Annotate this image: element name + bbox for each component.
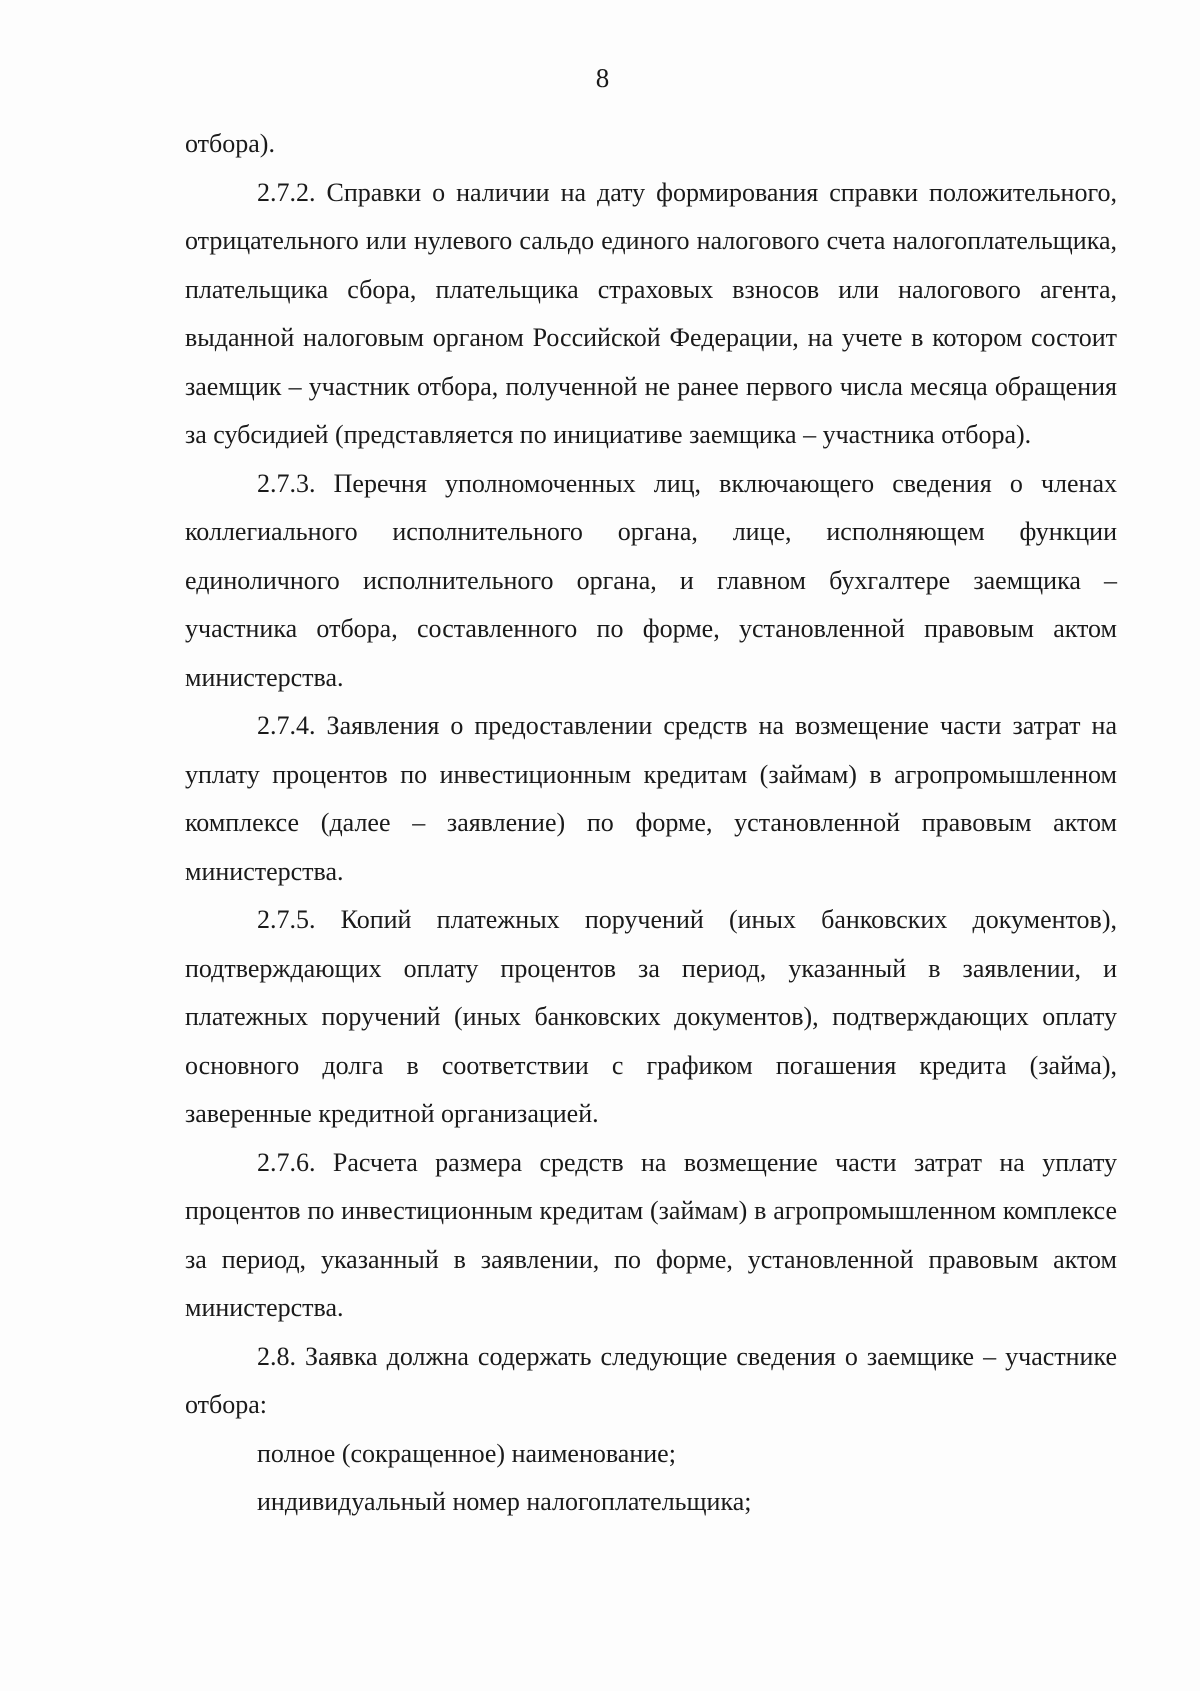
paragraph-2-7-5: 2.7.5. Копий платежных поручений (иных банковских документов), подтверждающих оплату процентов за период, указанный в заявлении, и платежных поручений (иных банковских документов), подтверждающих оплату основного долга в соответствии с графиком погашения кредита (займа), заверенные кредитной организацией. (185, 905, 1117, 1128)
paragraph-2-7-2: 2.7.2. Справки о наличии на дату формирования справки положительного, отрицательного или нулевого сальдо единого налогового счета налогоплательщика, плательщика сбора, плательщика страховых взносов или налогового агента, выданной налоговым органом Российской Федерации, на учете в котором состоит заемщик – участник отбора, полученной не ранее первого числа месяца обращения за субсидией (представляется по инициативе заемщика – участника отбора). (185, 177, 1117, 449)
page-number: 8 (595, 63, 610, 93)
paragraph-2-7-3: 2.7.3. Перечня уполномоченных лиц, включающего сведения о членах коллегиального исполнительного органа, лице, исполняющем функции единоличного исполнительного органа, и главном бухгалтере заемщика – участника отбора, составленного по форме, установленной правовым актом министерства. (185, 468, 1117, 692)
paragraph-continuation: отбора). (185, 129, 275, 158)
document-body (185, 120, 1117, 1527)
paragraph-2-7-6: 2.7.6. Расчета размера средств на возмещение части затрат на уплату процентов по инвестиционным кредитам (займам) в агропромышленном комплексе за период, указанный в заявлении, по форме, установленной правовым актом министерства. (185, 1147, 1117, 1322)
paragraph-2-7-4: 2.7.4. Заявления о предоставлении средств на возмещение части затрат на уплату процентов по инвестиционным кредитам (займам) в агропромышленном комплексе (далее – заявление) по форме, установленной правовым актом министерства. (185, 711, 1117, 886)
paragraph-2-8: 2.8. Заявка должна содержать следующие сведения о заемщике – участнике отбора: (185, 1341, 1117, 1419)
list-item-full-name: полное (сокращенное) наименование; (257, 1438, 676, 1468)
list-item-inn: индивидуальный номер налогоплательщика; (257, 1487, 752, 1516)
